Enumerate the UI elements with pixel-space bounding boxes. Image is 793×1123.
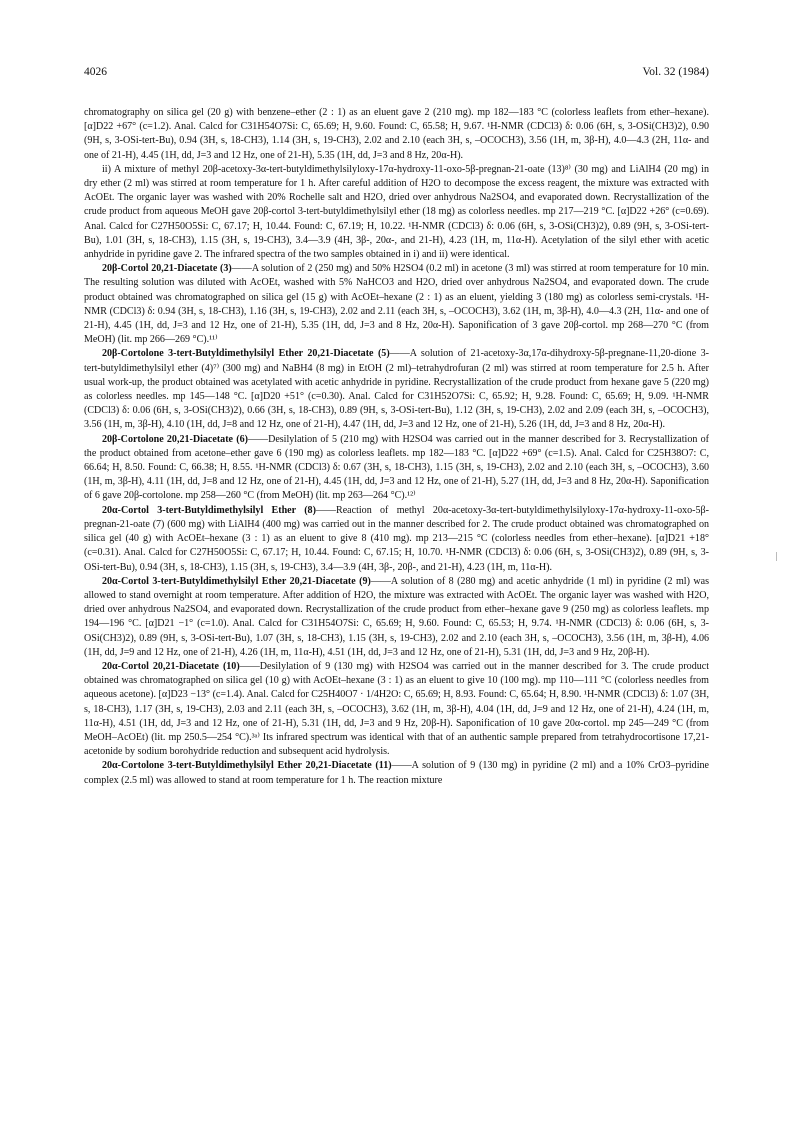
paragraph bbox=[84, 347, 709, 432]
heading-dash: —— bbox=[239, 660, 260, 672]
page-header bbox=[84, 66, 709, 82]
compound-heading: 20β-Cortolone 3-tert-Butyldimethylsilyl Ether 20,21-Diacetate (5) bbox=[102, 348, 390, 360]
paragraph-text: chromatography on silica gel (20 g) with benzene–ether (2 : 1) as an eluent gave 2 (210 mg). mp 182—183 °C (colorless leaflets from ether–hexane). [α]D22 +67° (c=1.2). Anal. Calcd for C31H54O7Si: C, 65.69; H, 9.60. Found: C, 65.58; H, 9.67. ¹H-NMR (CDCl3) δ: 0.06 (6H, s, 3-OSi(CH3)2), 0.90 (9H, s, 3-OSi-tert-Bu), 0.94 (3H, s, 18-CH3), 1.14 (3H, s, 19-CH3), 2.02 and 2.10 (each 3H, s, –OCOCH3), 3.56 (1H, m, 3β-H), 4.0—4.3 (2H, 11α- and one of 21-H), 4.45 (1H, dd, J=3 and 12 Hz, one of 21-H), 5.35 (1H, dd, J=3 and 8 Hz, 20α-H). bbox=[84, 107, 709, 161]
heading-dash: —— bbox=[315, 504, 337, 516]
compound-heading: 20β-Cortolone 20,21-Diacetate (6) bbox=[102, 433, 248, 445]
paragraph bbox=[84, 106, 709, 163]
compound-heading: 20α-Cortol 3-tert-Butyldimethylsilyl Ether 20,21-Diacetate (9) bbox=[102, 575, 371, 587]
compound-heading: 20α-Cortolone 3-tert-Butyldimethylsilyl Ether 20,21-Diacetate (11) bbox=[102, 760, 392, 772]
paragraph-text: Desilylation of 5 (210 mg) with H2SO4 was carried out in the manner described for 3. Recrystallization of the product obtained from acetone–ether gave 6 (190 mg) as colorless leaflets. mp 182—183 °C. [α]D22 +69° (c=1.5). Anal. Calcd for C25H38O7: C, 66.64; H, 8.50. Found: C, 66.38; H, 8.55. ¹H-NMR (CDCl3) δ: 0.67 (3H, s, 18-CH3), 1.15 (3H, s, 19-CH3), 2.02 and 2.10 (each 3H, s, –OCOCH3), 3.60 (1H, m, 3β-H), 4.11 (1H, dd, J=8 and 12 Hz, one of 21-H), 4.45 (1H, dd, J=3 and 12 Hz, one of 21-H), 5.27 (1H, dd, J=3 and 8 Hz, 20α-H). Saponification of 6 gave 20β-cortolone. mp 258—260 °C (from MeOH) (lit. mp 263—264 °C).¹²⁾ bbox=[84, 433, 709, 502]
page-number: 4026 bbox=[84, 66, 107, 78]
paragraph-text: A solution of 21-acetoxy-3α,17α-dihydroxy-5β-pregnane-11,20-dione 3-tert-butyldimethylsilyl ether (4)⁷⁾ (300 mg) and NaBH4 (8 mg) in EtOH (2 ml)–tetrahydrofuran (2 ml) was stirred at room temperature for 2.5 h. After usual work-up, the product obtained was acetylated with acetic anhydride in pyridine. Recrystallization of the crude product from hexane gave 5 (220 mg) as colorless needles. mp 145—148 °C. [α]D20 +51° (c=0.30). Anal. Calcd for C31H52O7Si: C, 65.92; H, 9.28. Found: C, 65.69; H, 9.09. ¹H-NMR (CDCl3) δ: 0.06 (6H, s, 3-OSi(CH3)2), 0.66 (3H, s, 18-CH3), 0.89 (9H, s, 3-OSi-tert-Bu), 1.12 (3H, s, 19-CH3), 2.02 and 2.09 (each 3H, s, –OCOCH3), 3.56 (1H, m, 3β-H), 4.10 (1H, dd, J=8 and 12 Hz, one of 21-H), 4.47 (1H, dd, J=3 and 12 Hz, one of 21-H), 5.26 (1H, dd, J=3 and 8 Hz, 20α-H). bbox=[84, 348, 709, 431]
paragraph-text: A solution of 9 (130 mg) in pyridine (2 ml) and a 10% CrO3–pyridine complex (2.5 ml) was allowed to stand at room temperature for 1 h. The reaction mixture bbox=[84, 760, 709, 786]
article-body bbox=[84, 106, 709, 788]
paragraph bbox=[84, 575, 709, 660]
paragraph-text: Reaction of methyl 20α-acetoxy-3α-tert-butyldimethylsilyloxy-17α-hydroxy-11-oxo-5β-pregnan-21-oate (7) (600 mg) with LiAlH4 (400 mg) was carried out in the manner described for 2. The crude product obtained was chromatographed on silica gel (40 g) with AcOEt–hexane (3 : 1) as an eluent to give 8 (410 mg). mp 213—215 °C (colorless needles from ether–hexane). [α]D21 +18° (c=0.31). Anal. Calcd for C27H50O5Si: C, 67.17; H, 10.44. Found: C, 67.15; H, 10.70. ¹H-NMR (CDCl3) δ: 0.06 (6H, s, 3-OSi(CH3)2), 0.89 (9H, s, 3-OSi-tert-Bu), 0.94 (3H, s, 18-CH3), 1.15 (3H, s, 19-CH3), 3.4—3.9 (4H, 3β-, 20β-, and 21-H), 4.23 (1H, m, 11α-H). bbox=[84, 504, 709, 573]
compound-heading: 20α-Cortol 3-tert-Butyldimethylsilyl Ether (8) bbox=[102, 504, 316, 516]
journal-volume: Vol. 32 (1984) bbox=[642, 66, 709, 78]
paragraph-text: Desilylation of 9 (130 mg) with H2SO4 was carried out in the manner described for 3. The crude product obtained was chromatographed on silica gel (10 g) with AcOEt–hexane (3 : 1) as an eluent to give 10 (100 mg). mp 110—111 °C (colorless needles from aqueous acetone). [α]D23 −13° (c=1.4). Anal. Calcd for C25H40O7 · 1/4H2O: C, 65.69; H, 8.93. Found: C, 65.64; H, 8.90. ¹H-NMR (CDCl3) δ: 1.07 (3H, s, 18-CH3), 1.17 (3H, s, 19-CH3), 2.03 and 2.11 (each 3H, s, –OCOCH3), 3.62 (1H, m, 3β-H), 4.04 (1H, dd, J=9 and 12 Hz, one of 21-H), 4.24 (1H, m, 11α-H), 4.51 (1H, dd, J=3 and 12 Hz, one of 21-H), 5.31 (1H, dd, J=3 and 9 Hz, 20β-H). Saponification of 10 gave 20α-cortol. mp 245—249 °C (from MeOH–AcOEt) (lit. mp 250.5—254 °C).³ᵃ⁾ Its infrared spectrum was identical with that of an authentic sample prepared from tetrahydrocortisone 17,21-acetonide by sodium borohydride reduction and subsequent acid hydrolysis. bbox=[84, 660, 709, 758]
heading-dash: —— bbox=[231, 263, 252, 275]
paragraph bbox=[84, 660, 709, 759]
paragraph bbox=[84, 262, 709, 347]
heading-dash: —— bbox=[389, 348, 410, 360]
margin-mark bbox=[776, 552, 777, 561]
compound-heading: 20β-Cortol 20,21-Diacetate (3) bbox=[102, 263, 232, 275]
paragraph bbox=[84, 163, 709, 262]
paragraph-text: A solution of 2 (250 mg) and 50% H2SO4 (0.2 ml) in acetone (3 ml) was stirred at room temperature for 10 min. The resulting solution was diluted with AcOEt, washed with 5% NaHCO3 and H2O, dried over anhydrous Na2SO4, and evaporated down. The crude product obtained was chromatographed on silica gel (15 g) with AcOEt–hexane (2 : 1) as an eluent, yielding 3 (180 mg) as colorless semi-crystals. ¹H-NMR (CDCl3) δ: 0.94 (3H, s, 18-CH3), 1.16 (3H, s, 19-CH3), 2.02 and 2.11 (each 3H, s, –OCOCH3), 3.62 (1H, m, 3β-H), 4.0—4.3 (2H, 11α- and one of 21-H), 4.45 (1H, dd, J=3 and 12 Hz, one of 21-H), 5.35 (1H, dd, J=3 and 8 Hz, 20α-H). Saponification of 3 gave 20β-cortol. mp 268—270 °C (from MeOH) (lit. mp 266—269 °C).¹¹⁾ bbox=[84, 263, 710, 346]
paragraph-text: A solution of 8 (280 mg) and acetic anhydride (1 ml) in pyridine (2 ml) was allowed to stand overnight at room temperature. After addition of H2O, the mixture was extracted with AcOEt. The organic layer was washed with H2O, dried over anhydrous Na2SO4, and evaporated down. Recrystallization of the crude product from ether–hexane gave 9 (250 mg) as colorless leaflets. mp 194—196 °C. [α]D21 −1° (c=1.0). Anal. Calcd for C31H54O7Si: C, 65.69; H, 9.60. Found: C, 65.53; H, 9.74. ¹H-NMR (CDCl3) δ: 0.06 (6H, s, 3-OSi(CH3)2), 0.89 (9H, s, 3-OSi-tert-Bu), 1.07 (3H, s, 18-CH3), 1.15 (3H, s, 19-CH3), 2.02 and 2.10 (each 3H, s, –OCOCH3), 3.56 (1H, m, 3β-H), 4.06 (1H, dd, J=9 and 12 Hz, one of 21-H), 4.26 (1H, m, 11α-H), 4.51 (1H, dd, J=3 and 12 Hz, one of 21-H), 5.31 (1H, dd, J=3 and 9 Hz, 20β-H). bbox=[84, 575, 709, 658]
heading-dash: —— bbox=[247, 433, 269, 445]
paragraph bbox=[84, 759, 709, 787]
heading-dash: —— bbox=[370, 575, 391, 587]
paragraph-text: ii) A mixture of methyl 20β-acetoxy-3α-tert-butyldimethylsilyloxy-17α-hydroxy-11-oxo-5β-pregnan-21-oate (13)⁸⁾ (30 mg) and LiAlH4 (20 mg) in dry ether (2 ml) was stirred at room temperature for 1 h. After careful addition of H2O to decompose the excess reagent, the mixture was extracted with AcOEt. The organic layer was washed with 20% Rochelle salt and H2O, dried over anhydrous Na2SO4, and evaporated down. Recrystallization of the crude product from aqueous MeOH gave 20β-cortol 3-tert-butyldimethylsilyl ether (18 mg) as colorless needles. mp 217—219 °C. [α]D22 +26° (c=0.69). Anal. Calcd for C27H50O5Si: C, 67.17; H, 10.44. Found: C, 67.19; H, 10.22. ¹H-NMR (CDCl3) δ: 0.06 (6H, s, 3-OSi(CH3)2), 0.89 (9H, s, 3-OSi-tert-Bu), 1.01 (3H, s, 18-CH3), 1.15 (3H, s, 19-CH3), 3.4—3.9 (4H, 3β-, 20α-, and 21-H), 4.23 (1H, m, 11α-H). Acetylation of the silyl ether with acetic anhydride in pyridine gave 2. The infrared spectra of the two samples obtained in i) and ii) were identical. bbox=[84, 163, 709, 261]
paragraph bbox=[84, 433, 709, 504]
compound-heading: 20α-Cortol 20,21-Diacetate (10) bbox=[102, 660, 240, 672]
heading-dash: —— bbox=[391, 760, 412, 772]
paragraph bbox=[84, 504, 709, 575]
